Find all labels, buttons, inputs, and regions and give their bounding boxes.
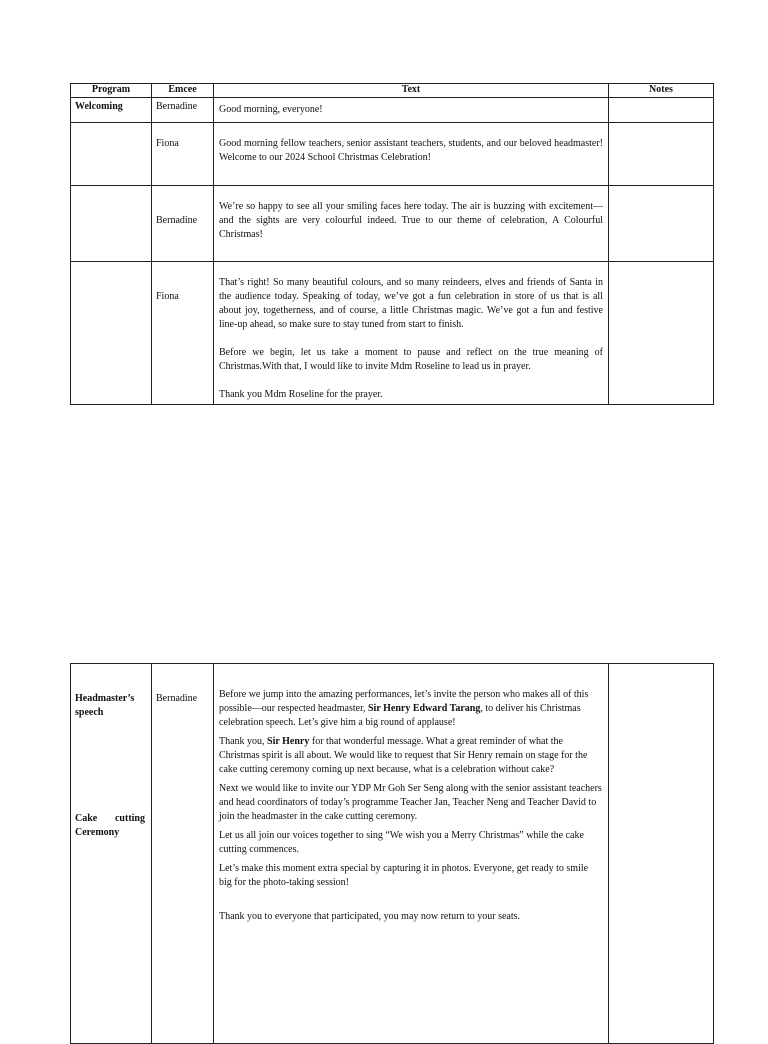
notes-cell: [609, 123, 714, 186]
text-paragraph: Good morning, everyone!: [219, 104, 323, 115]
notes-cell: [609, 186, 714, 262]
notes-cell: [609, 262, 714, 405]
header-row: [71, 84, 714, 98]
text-span: , to deliver his Christmas celebration speech. Let’s give him a big round of applause!: [219, 703, 581, 728]
notes-cell: [609, 664, 714, 1044]
program-cake-cutting: Cake cutting Ceremony: [75, 813, 145, 838]
emcee-name: Bernadine: [156, 693, 198, 704]
program-cell: Welcoming: [71, 98, 152, 123]
table-row: [71, 664, 714, 1044]
program-cell: [71, 186, 152, 262]
emcee-name: Fiona: [156, 138, 179, 149]
text-paragraph: Before we begin, let us take a moment to pause and reflect on the true meaning of Christmas.With that, I would like to invite Mdm Roseline to lead us in prayer.: [219, 347, 603, 372]
table-row: [71, 98, 714, 123]
text-paragraph: Thank you to everyone that participated, you may now return to your seats.: [219, 911, 521, 922]
header-emcee: Emcee: [152, 84, 214, 98]
text-paragraph: [219, 688, 603, 730]
script-table-part-2: [70, 663, 714, 1044]
text-paragraph: Next we would like to invite our YDP Mr Goh Ser Seng along with the senior assistant teachers and head coordinators of today’s programme Teacher Jan, Teacher Neng and Teacher David to join the headmaster in the cake cutting ceremony.: [219, 783, 602, 822]
text-paragraph: Thank you Mdm Roseline for the prayer.: [219, 389, 383, 400]
emcee-cell: [152, 664, 214, 1044]
text-paragraph: [219, 735, 603, 777]
headmaster-name: Sir Henry Edward Tarang: [368, 703, 481, 714]
emcee-name: Bernadine: [156, 215, 198, 226]
text-cell: [214, 98, 609, 123]
table-row: [71, 186, 714, 262]
table-row: [71, 123, 714, 186]
text-cell: [214, 664, 609, 1044]
text-paragraph: Let’s make this moment extra special by capturing it in photos. Everyone, get ready to smile big for the photo-taking session!: [219, 863, 589, 888]
text-cell: [214, 186, 609, 262]
emcee-cell: [152, 186, 214, 262]
text-paragraph: That’s right! So many beautiful colours, and so many reindeers, elves and friends of Santa in the audience today. Speaking of today, we’ve got a fun celebration in store of us that is all about joy, togetherness, and of course, a little Christmas magic. We’ve got a fun and festive line-up ahead, so make sure to stay tuned from start to finish.: [219, 277, 603, 330]
table-row: [71, 262, 714, 405]
program-headmaster-speech: Headmaster’s speech: [75, 693, 135, 718]
program-cell: [71, 664, 152, 1044]
emcee-cell: [152, 123, 214, 186]
header-program: Program: [71, 84, 152, 98]
emcee-cell: [152, 262, 214, 405]
text-span: Thank you,: [219, 736, 268, 747]
notes-cell: [609, 98, 714, 123]
header-text: Text: [214, 84, 609, 98]
text-paragraph: Good morning fellow teachers, senior assistant teachers, students, and our beloved headmaster! Welcome to our 2024 School Christmas Celebration!: [219, 138, 603, 163]
text-paragraph: We’re so happy to see all your smiling faces here today. The air is buzzing with excitement—and the sights are very colourful indeed. True to our theme of celebration, A Colourful Christmas!: [219, 201, 603, 240]
text-cell: [214, 123, 609, 186]
emcee-cell: Bernadine: [152, 98, 214, 123]
text-span: for that wonderful message. What a great reminder of what the Christmas spirit is all about. We would like to request that Sir Henry remain on stage for the cake cutting ceremony coming up next because, what is a celebration without cake?: [219, 736, 588, 775]
script-table-part-1: [70, 83, 714, 405]
program-cell: [71, 123, 152, 186]
program-cell: [71, 262, 152, 405]
text-cell: [214, 262, 609, 405]
text-paragraph: Let us all join our voices together to sing “We wish you a Merry Christmas” while the cake cutting commences.: [219, 830, 584, 855]
text-span: Before we jump into the amazing performances, let’s invite the person who makes all of this possible—our respected headmaster,: [219, 689, 589, 714]
headmaster-short-name: Sir Henry: [267, 736, 310, 747]
emcee-name: Fiona: [156, 291, 179, 302]
header-notes: Notes: [609, 84, 714, 98]
